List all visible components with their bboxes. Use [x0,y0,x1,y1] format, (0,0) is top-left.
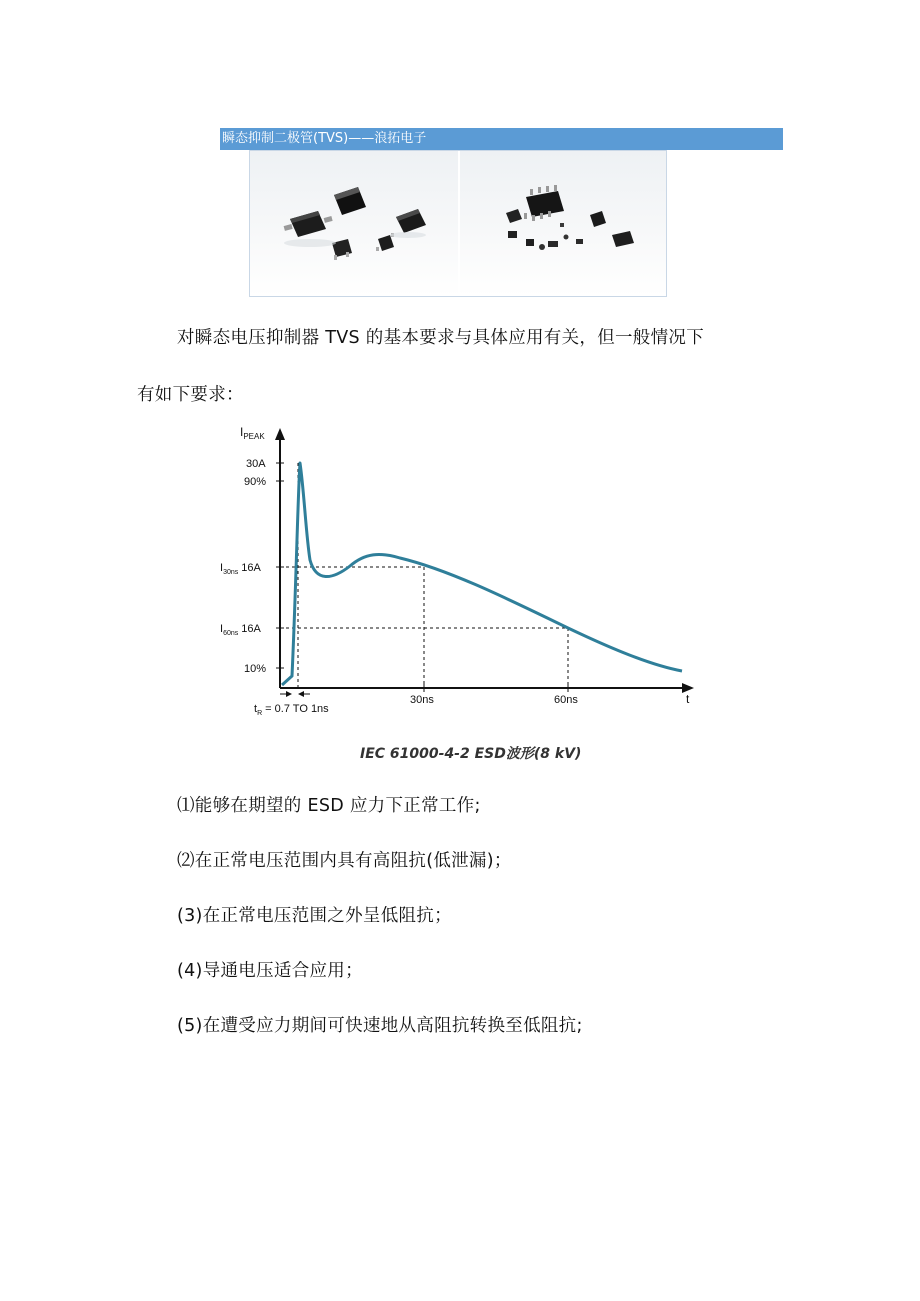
intro-line-1: 对瞬态电压抑制器 TVS 的基本要求与具体应用有关，但一般情况下 [177,328,704,348]
tvs-product-photo [249,150,667,297]
right-components [506,185,634,250]
y-axis-arrow [275,428,285,440]
y-axis-label: $I_{PEAK}$ [240,425,265,441]
esd-waveform-chart [210,420,710,730]
y-tick-30a: 30A [246,458,266,470]
left-components [284,187,426,260]
requirement-item-4: (4)导通电压适合应用； [177,961,363,981]
x-axis-label: t [686,692,690,706]
banner-title: 瞬态抑制二极管(TVS)——浪拓电子 [220,128,783,150]
requirement-item-2: ⑵在正常电压范围内具有高阻抗(低泄漏)； [177,851,512,871]
requirement-item-5: (5)在遭受应力期间可快速地从高阻抗转换至低阻抗; [177,1016,583,1036]
requirement-item-1: ⑴能够在期望的 ESD 应力下正常工作; [177,796,481,816]
x-tick-60ns: 60ns [554,694,578,706]
rise-time-label: $t_R = 0.7$ TO 1ns [254,703,329,717]
tvs-components-illustration [250,151,667,297]
y-tick-i30ns: $I_{30ns}$ 16A [220,562,261,576]
y-tick-90pct: 90% [244,476,267,488]
requirement-item-3: (3)在正常电压范围之外呈低阻抗； [177,906,452,926]
y-tick-i60ns: $I_{60ns}$ 16A [220,623,261,637]
y-tick-10pct: 10% [244,663,267,675]
waveform-caption: IEC 61000-4-2 ESD波形(8 kV) [360,746,582,762]
rise-time-marker [280,691,310,697]
esd-waveform-curve [282,463,682,685]
intro-line-2: 有如下要求： [137,385,244,405]
x-tick-30ns: 30ns [410,694,434,706]
